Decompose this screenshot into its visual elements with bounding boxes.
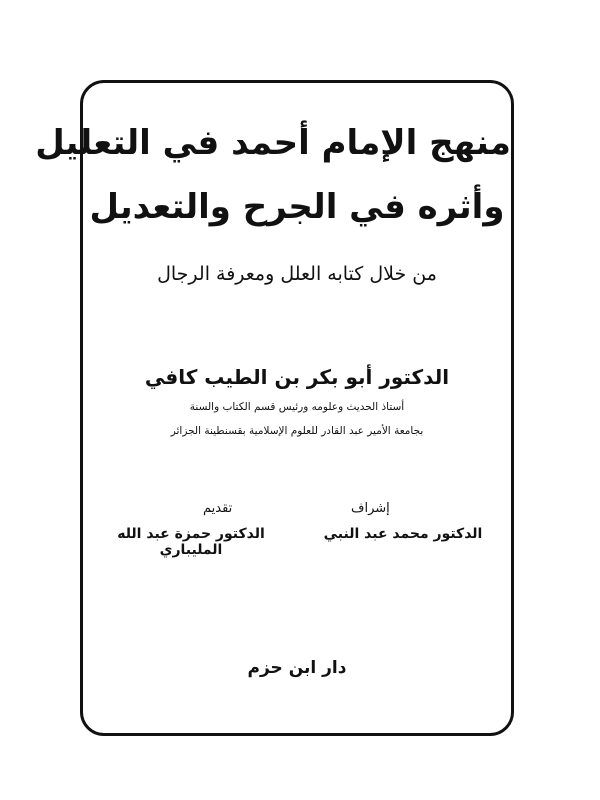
foreword-label: تقديم: [203, 501, 233, 516]
author-affiliation-line-2: بجامعة الأمير عبد القادر للعلوم الإسلامية بقسنطينة الجزائر: [170, 425, 424, 437]
publisher-name: دار ابن حزم: [247, 658, 347, 678]
subtitle: من خلال كتابه العلل ومعرفة الرجال: [157, 263, 437, 285]
foreword-block: [91, 501, 291, 558]
main-title-line-2: وأثره في الجرح والتعديل: [89, 187, 505, 227]
foreword-author-name: الدكتور حمزة عبد الله المليباري: [117, 526, 265, 558]
supervision-label: إشراف: [351, 501, 390, 516]
author-affiliation-line-1: أستاذ الحديث وعلومه ورئيس قسم الكتاب والسنة: [189, 401, 405, 413]
supervisor-name: الدكتور محمد عبد النبي: [323, 526, 483, 542]
main-title-line-1: منهج الإمام أحمد في التعليل: [35, 123, 511, 163]
supervision-block: [303, 501, 503, 542]
author-name: الدكتور أبو بكر بن الطيب كافي: [144, 365, 450, 389]
cover-frame: [35, 80, 514, 736]
